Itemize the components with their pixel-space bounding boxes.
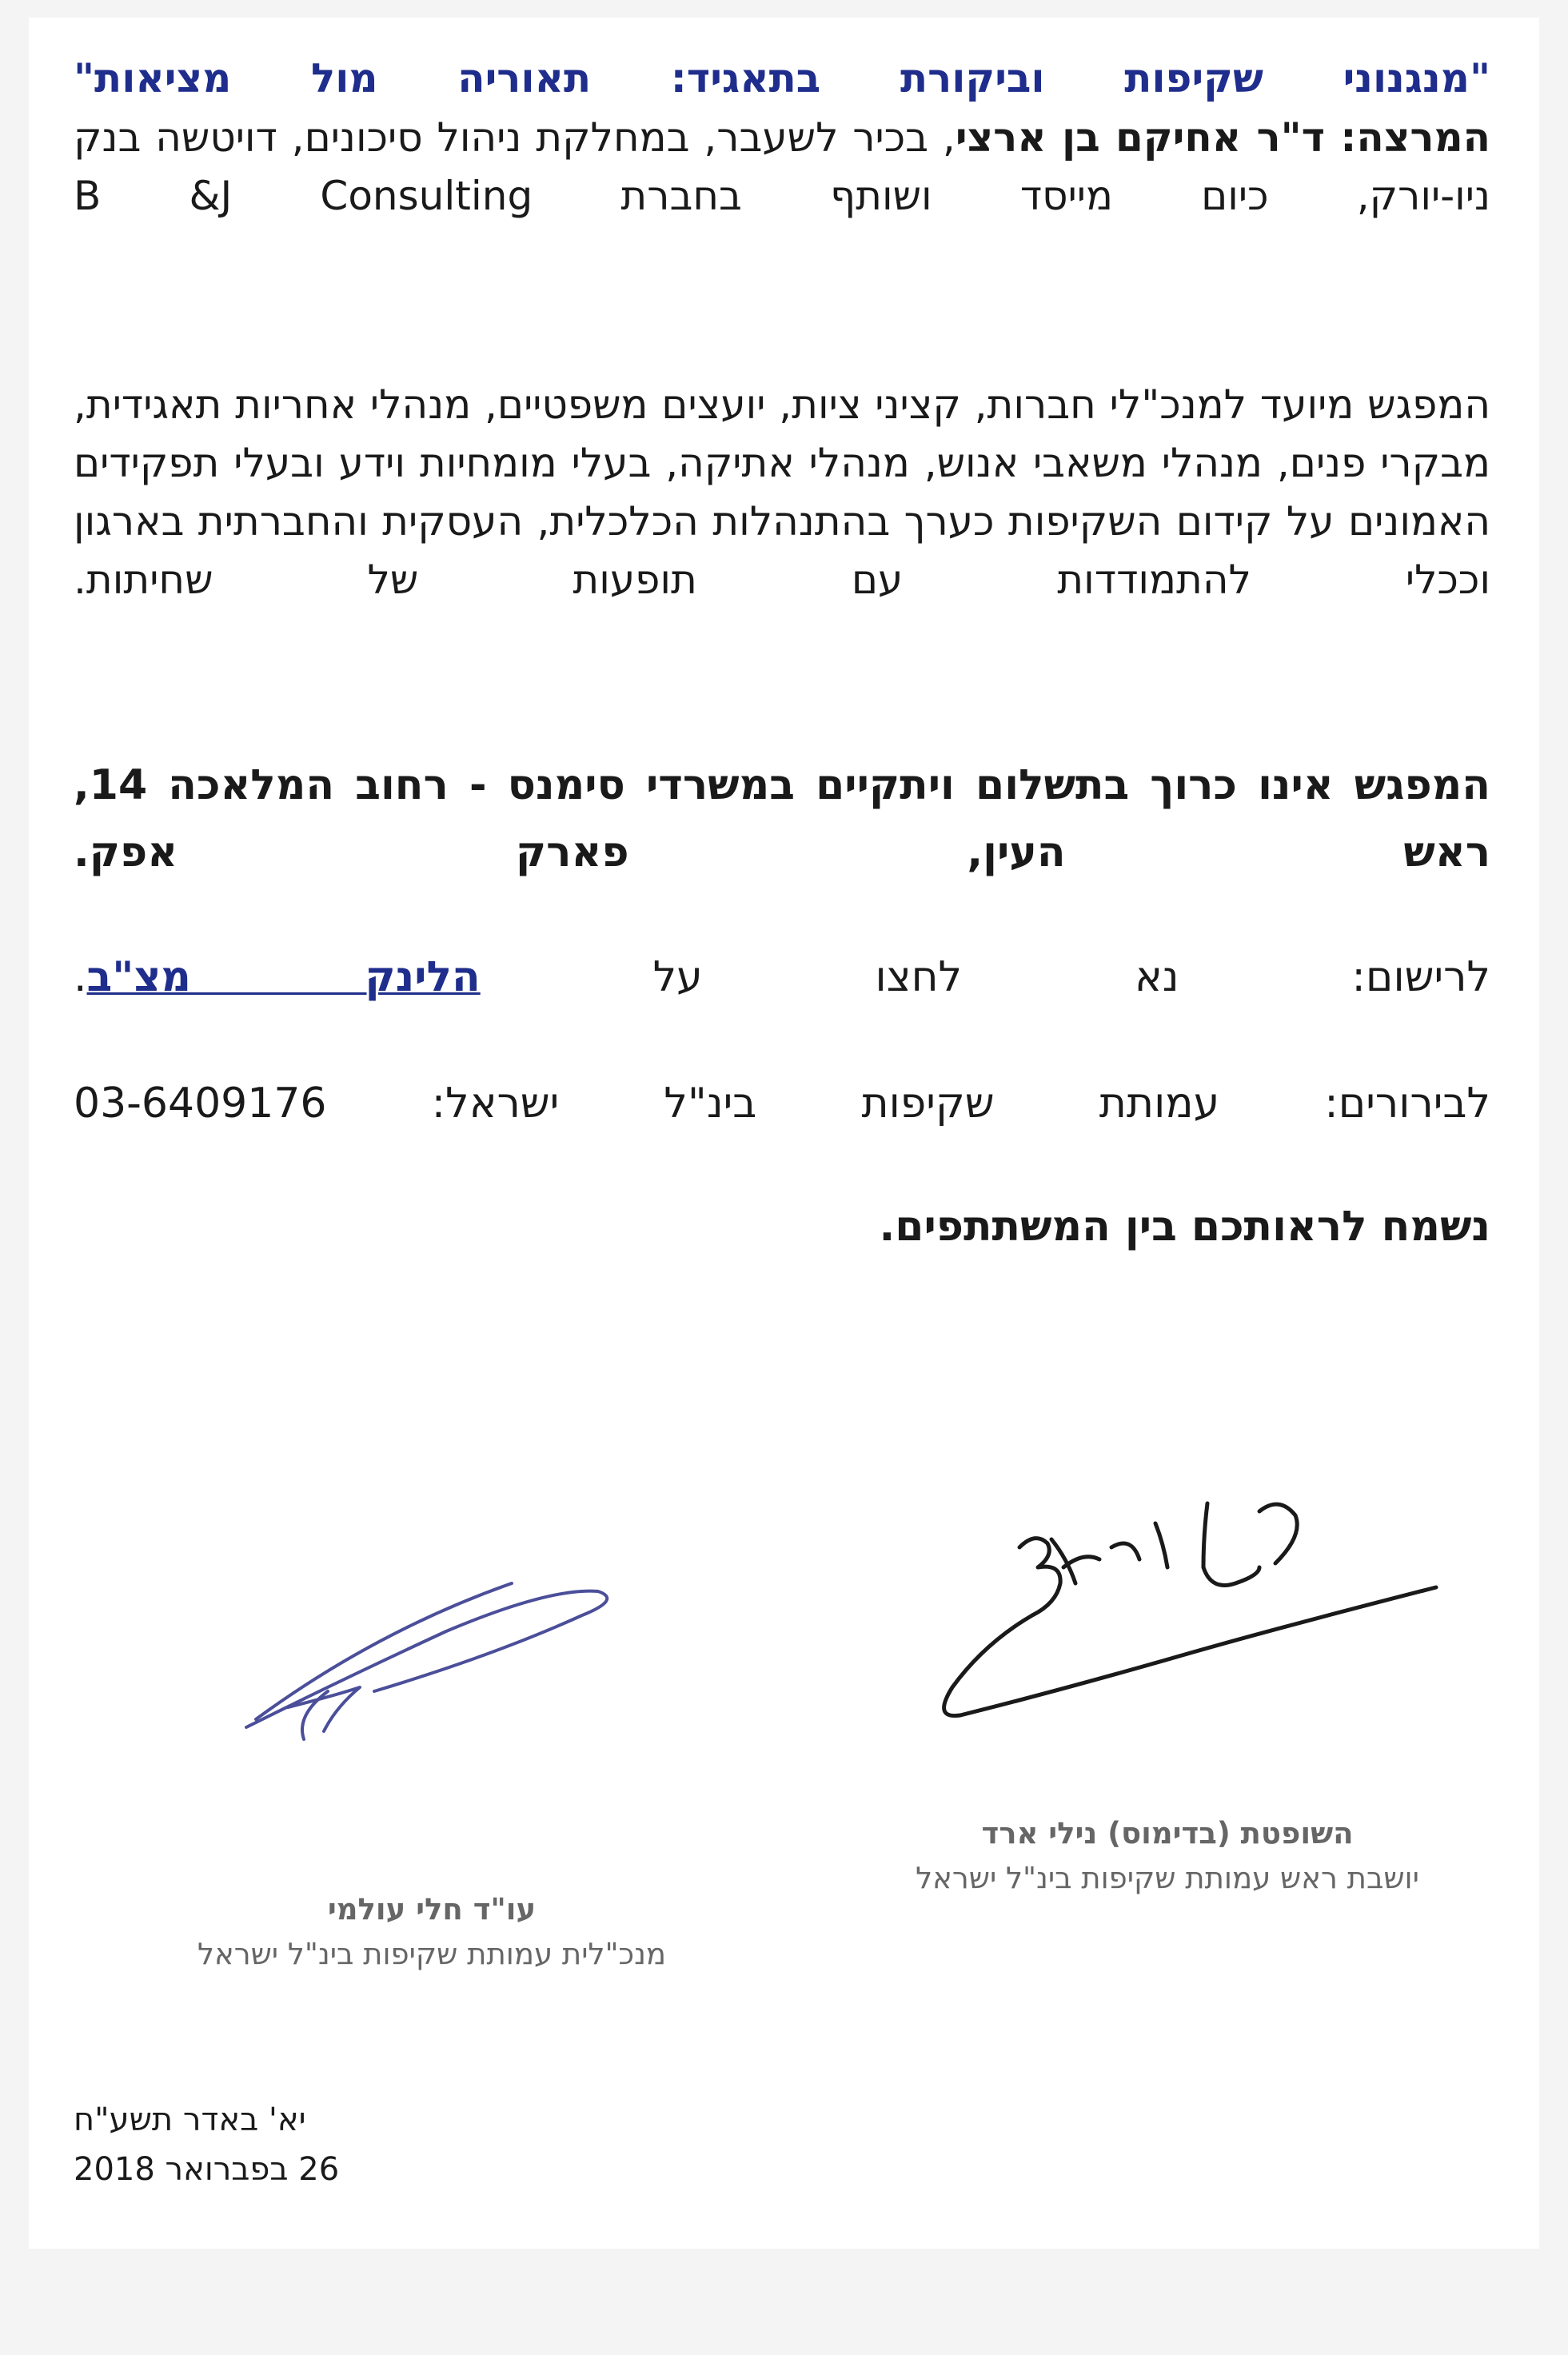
registration-prefix: לרישום: נא לחצו על <box>480 953 1490 1001</box>
venue-paragraph: המפגש אינו כרוך בתשלום ויתקיים במשרדי סימנס - רחוב המלאכה 14, ראש העין, פארק אפק. <box>74 761 1490 876</box>
audience-paragraph: המפגש מיועד למנכ"לי חברות, קציני ציות, יועצים משפטיים, מנהלי אחריות תאגידית, מבקרי פנים, מנהלי משאבי אנוש, מנהלי אתיקה, בעלי מומחיות וידע ובעלי תפקידים האמונים על קידום השקיפות כערך בהתנהלות הכלכלית, העסקית והחברתית בארגון וככלי להתמודדות עם תופעות של שחיתות. <box>74 381 1490 603</box>
signature-right-handwriting <box>880 1471 1439 1735</box>
closing-line: נשמח לראותכם בין המשתתפים. <box>879 1203 1490 1251</box>
presenter-paragraph <box>74 109 1490 226</box>
inquiries-line: לבירורים: עמותת שקיפות בינ"ל ישראל: 03-6409176 <box>74 1080 1490 1128</box>
registration-line <box>74 944 1490 1011</box>
signature-name: השופטת (בדימוס) נילי ארד <box>981 1816 1354 1850</box>
registration-suffix: . <box>74 953 87 1001</box>
hebrew-date: יא' באדר תשע"ח <box>74 2102 306 2138</box>
signature-block-chair <box>840 1811 1495 1901</box>
registration-link[interactable]: הלינק מצ"ב <box>86 953 481 1001</box>
gregorian-date: 26 בפברואר 2018 <box>74 2151 340 2188</box>
presenter-details: , בכיר לשעבר, במחלקת ניהול סיכונים, דויטשה בנק ניו-יורק, כיום מייסד ושותף בחברת B &J Consulting <box>74 114 1490 219</box>
presenter-label: המרצה: ד"ר אחיקם בן ארצי <box>955 114 1490 161</box>
signature-name: עו"ד חלי עולמי <box>327 1892 537 1926</box>
signature-block-ceo <box>120 1887 744 1977</box>
date-block <box>74 2095 633 2194</box>
signature-role: מנכ"לית עמותת שקיפות בינ"ל ישראל <box>197 1937 667 1971</box>
signature-left-handwriting <box>240 1571 624 1763</box>
page-title: "מנגנוני שקיפות וביקורת בתאגיד: תאוריה מול מציאות" <box>74 55 1490 102</box>
signature-role: יושבת ראש עמותת שקיפות בינ"ל ישראל <box>916 1861 1419 1895</box>
